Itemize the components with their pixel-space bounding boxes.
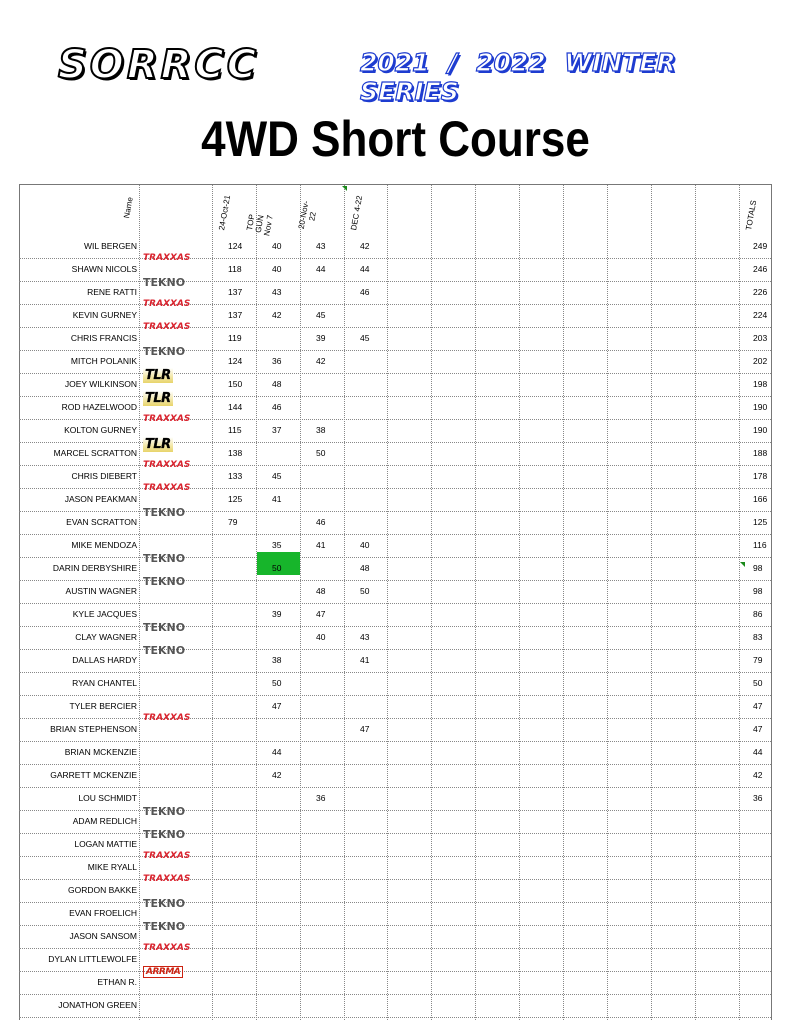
round-score: 38	[272, 655, 282, 665]
grid-hline	[19, 327, 771, 328]
total-score: 224	[753, 310, 768, 320]
grid-hline	[19, 396, 771, 397]
round-score: 115	[228, 425, 242, 435]
total-score: 190	[753, 402, 768, 412]
racer-name: LOU SCHMIDT	[78, 793, 137, 803]
tlr-logo-icon: TLR	[145, 368, 171, 383]
grid-hline	[19, 971, 771, 972]
round-score: 144	[228, 402, 243, 412]
tlr-logo-icon: TLR	[145, 391, 171, 406]
grid-hline	[19, 304, 771, 305]
round-score: 47	[272, 701, 282, 711]
round-score: 79	[228, 517, 238, 527]
round-score: 41	[272, 494, 282, 504]
round-score: 50	[360, 586, 370, 596]
grid-hline	[19, 856, 771, 857]
round-score: 118	[228, 264, 242, 274]
tekno-logo-icon: TEKNO	[143, 828, 186, 841]
grid-hline	[19, 741, 771, 742]
round-score: 46	[272, 402, 282, 412]
round-score: 124	[228, 356, 243, 366]
sorrcc-logo: SORRCC	[58, 42, 260, 88]
column-header-round: TOP GUN Nov 7	[244, 213, 275, 237]
racer-name: JASON PEAKMAN	[64, 494, 137, 504]
racer-name: JASON SANSOM	[69, 931, 137, 941]
round-score: 137	[228, 310, 243, 320]
round-score: 44	[316, 264, 326, 274]
round-score: 150	[228, 379, 243, 389]
round-score: 48	[360, 563, 370, 573]
racer-name: EVAN FROELICH	[69, 908, 137, 918]
total-score: 36	[753, 793, 763, 803]
round-score: 41	[360, 655, 370, 665]
round-score: 38	[316, 425, 326, 435]
grid-hline	[19, 281, 771, 282]
grid-hline	[19, 442, 771, 443]
traxxas-logo-icon: TRAXXAS	[143, 414, 191, 424]
total-score: 86	[753, 609, 763, 619]
racer-name: GORDON BAKKE	[68, 885, 137, 895]
round-score: 46	[316, 517, 326, 527]
grid-hline	[19, 994, 771, 995]
grid-vline	[519, 184, 520, 1020]
round-score: 43	[272, 287, 282, 297]
grid-hline	[19, 649, 771, 650]
traxxas-logo-icon: TRAXXAS	[143, 713, 191, 723]
grid-hline	[19, 925, 771, 926]
traxxas-logo-icon: TRAXXAS	[143, 322, 191, 332]
column-header-round: 20-Nov-22	[296, 200, 318, 230]
round-score: 47	[316, 609, 326, 619]
racer-name: GARRETT MCKENZIE	[50, 770, 137, 780]
round-score: 48	[316, 586, 326, 596]
column-header-name: Name	[122, 196, 135, 219]
racer-name: MARCEL SCRATTON	[53, 448, 137, 458]
grid-vline	[300, 184, 301, 1020]
grid-hline	[19, 580, 771, 581]
tekno-logo-icon: TEKNO	[143, 621, 186, 634]
column-header-totals: TOTALS	[744, 199, 759, 231]
total-score: 190	[753, 425, 768, 435]
standings-table	[19, 184, 771, 1020]
grid-hline	[19, 488, 771, 489]
racer-name: RYAN CHANTEL	[72, 678, 137, 688]
round-score: 39	[316, 333, 326, 343]
total-score: 98	[753, 586, 763, 596]
racer-name: SHAWN NICOLS	[71, 264, 137, 274]
total-score: 47	[753, 701, 763, 711]
tekno-logo-icon: TEKNO	[143, 897, 186, 910]
column-header-round: 24-Oct-21	[217, 194, 233, 231]
grid-hline	[19, 718, 771, 719]
tekno-logo-icon: TEKNO	[143, 805, 186, 818]
round-score: 50	[316, 448, 326, 458]
racer-name: LOGAN MATTIE	[74, 839, 137, 849]
grid-vline	[475, 184, 476, 1020]
column-header-round: DEC 4-22	[349, 194, 365, 231]
racer-name: MITCH POLANIK	[70, 356, 137, 366]
grid-hline	[19, 258, 771, 259]
tekno-logo-icon: TEKNO	[143, 552, 186, 565]
grid-hline	[19, 1017, 771, 1018]
grid-hline	[19, 373, 771, 374]
round-score: 37	[272, 425, 282, 435]
grid-hline	[19, 902, 771, 903]
round-score: 45	[316, 310, 326, 320]
round-score: 48	[272, 379, 282, 389]
racer-name: MIKE RYALL	[87, 862, 137, 872]
class-title: 4WD Short Course	[201, 111, 590, 167]
grid-hline	[19, 534, 771, 535]
round-score: 133	[228, 471, 243, 481]
round-score: 45	[360, 333, 370, 343]
tekno-logo-icon: TEKNO	[143, 920, 186, 933]
tekno-logo-icon: TEKNO	[143, 506, 186, 519]
round-score: 119	[228, 333, 242, 343]
total-score: 116	[753, 540, 767, 550]
traxxas-logo-icon: TRAXXAS	[143, 253, 191, 263]
grid-hline	[19, 465, 771, 466]
racer-name: KEVIN GURNEY	[72, 310, 137, 320]
tekno-logo-icon: TEKNO	[143, 575, 186, 588]
grid-hline	[19, 764, 771, 765]
racer-name: DALLAS HARDY	[72, 655, 137, 665]
round-score: 42	[272, 770, 282, 780]
racer-name: ETHAN R.	[97, 977, 137, 987]
racer-name: TYLER BERCIER	[69, 701, 137, 711]
grid-hline	[19, 810, 771, 811]
grid-vline	[256, 184, 257, 1020]
round-score: 47	[360, 724, 370, 734]
grid-vline	[563, 184, 564, 1020]
total-score: 44	[753, 747, 763, 757]
tlr-logo-icon: TLR	[145, 437, 171, 452]
grid-vline	[431, 184, 432, 1020]
tekno-logo-icon: TEKNO	[143, 276, 186, 289]
grid-hline	[19, 695, 771, 696]
total-score: 50	[753, 678, 763, 688]
grid-vline	[607, 184, 608, 1020]
grid-vline	[739, 184, 740, 1020]
grid-hline	[19, 350, 771, 351]
grid-hline	[19, 184, 771, 185]
traxxas-logo-icon: TRAXXAS	[143, 851, 191, 861]
comment-flag-icon	[342, 186, 347, 191]
grid-vline	[344, 184, 345, 1020]
total-score: 98	[753, 563, 763, 573]
round-score: 39	[272, 609, 282, 619]
total-score: 226	[753, 287, 768, 297]
total-score: 178	[753, 471, 768, 481]
grid-vline	[387, 184, 388, 1020]
total-score: 42	[753, 770, 763, 780]
round-score: 35	[272, 540, 282, 550]
round-score: 36	[272, 356, 282, 366]
round-score: 50	[272, 678, 282, 688]
grid-vline	[771, 184, 772, 1020]
round-score: 46	[360, 287, 370, 297]
round-score: 50	[272, 563, 282, 573]
round-score: 36	[316, 793, 326, 803]
racer-name: ROD HAZELWOOD	[61, 402, 137, 412]
racer-name: CLAY WAGNER	[75, 632, 137, 642]
racer-name: BRIAN STEPHENSON	[50, 724, 137, 734]
traxxas-logo-icon: TRAXXAS	[143, 943, 191, 953]
grid-vline	[139, 184, 140, 1020]
total-score: 203	[753, 333, 768, 343]
round-score: 43	[316, 241, 326, 251]
grid-hline	[19, 626, 771, 627]
racer-name: BRIAN MCKENZIE	[64, 747, 137, 757]
racer-name: JONATHON GREEN	[58, 1000, 137, 1010]
total-score: 188	[753, 448, 768, 458]
total-score: 47	[753, 724, 763, 734]
grid-vline	[695, 184, 696, 1020]
racer-name: WIL BERGEN	[83, 241, 137, 251]
racer-name: EVAN SCRATTON	[66, 517, 137, 527]
total-score: 125	[753, 517, 768, 527]
racer-name: CHRIS DIEBERT	[71, 471, 137, 481]
grid-hline	[19, 948, 771, 949]
racer-name: DARIN DERBYSHIRE	[52, 563, 137, 573]
round-score: 125	[228, 494, 243, 504]
racer-name: CHRIS FRANCIS	[70, 333, 137, 343]
round-score: 40	[316, 632, 326, 642]
total-score: 202	[753, 356, 768, 366]
racer-name: JOEY WILKINSON	[64, 379, 137, 389]
racer-name: MIKE MENDOZA	[71, 540, 137, 550]
grid-hline	[19, 672, 771, 673]
total-score: 166	[753, 494, 768, 504]
round-score: 43	[360, 632, 370, 642]
comment-flag-icon	[740, 562, 745, 567]
racer-name: KYLE JACQUES	[72, 609, 137, 619]
round-score: 40	[360, 540, 370, 550]
grid-hline	[19, 787, 771, 788]
total-score: 246	[753, 264, 768, 274]
grid-hline	[19, 833, 771, 834]
grid-vline	[19, 184, 20, 1020]
round-score: 42	[272, 310, 282, 320]
arrma-logo-icon: ARRMA	[143, 966, 183, 978]
round-score: 124	[228, 241, 243, 251]
total-score: 83	[753, 632, 763, 642]
traxxas-logo-icon: TRAXXAS	[143, 483, 191, 493]
grid-hline	[19, 419, 771, 420]
round-score: 41	[316, 540, 326, 550]
racer-name: AUSTIN WAGNER	[65, 586, 137, 596]
racer-name: ADAM REDLICH	[72, 816, 137, 826]
round-score: 138	[228, 448, 243, 458]
round-score: 40	[272, 241, 282, 251]
round-score: 44	[360, 264, 370, 274]
round-score: 45	[272, 471, 282, 481]
round-score: 42	[360, 241, 370, 251]
tekno-logo-icon: TEKNO	[143, 345, 186, 358]
grid-vline	[212, 184, 213, 1020]
grid-hline	[19, 603, 771, 604]
grid-vline	[651, 184, 652, 1020]
traxxas-logo-icon: TRAXXAS	[143, 460, 191, 470]
grid-hline	[19, 511, 771, 512]
series-title: 2021 / 2022 WINTER SERIES	[360, 48, 676, 106]
round-score: 42	[316, 356, 326, 366]
tekno-logo-icon: TEKNO	[143, 644, 186, 657]
round-score: 40	[272, 264, 282, 274]
traxxas-logo-icon: TRAXXAS	[143, 874, 191, 884]
total-score: 249	[753, 241, 768, 251]
racer-name: KOLTON GURNEY	[64, 425, 137, 435]
grid-hline	[19, 557, 771, 558]
round-score: 44	[272, 747, 282, 757]
racer-name: RENE RATTI	[87, 287, 137, 297]
total-score: 79	[753, 655, 763, 665]
racer-name: DYLAN LITTLEWOLFE	[48, 954, 137, 964]
grid-hline	[19, 879, 771, 880]
traxxas-logo-icon: TRAXXAS	[143, 299, 191, 309]
total-score: 198	[753, 379, 768, 389]
round-score: 137	[228, 287, 243, 297]
